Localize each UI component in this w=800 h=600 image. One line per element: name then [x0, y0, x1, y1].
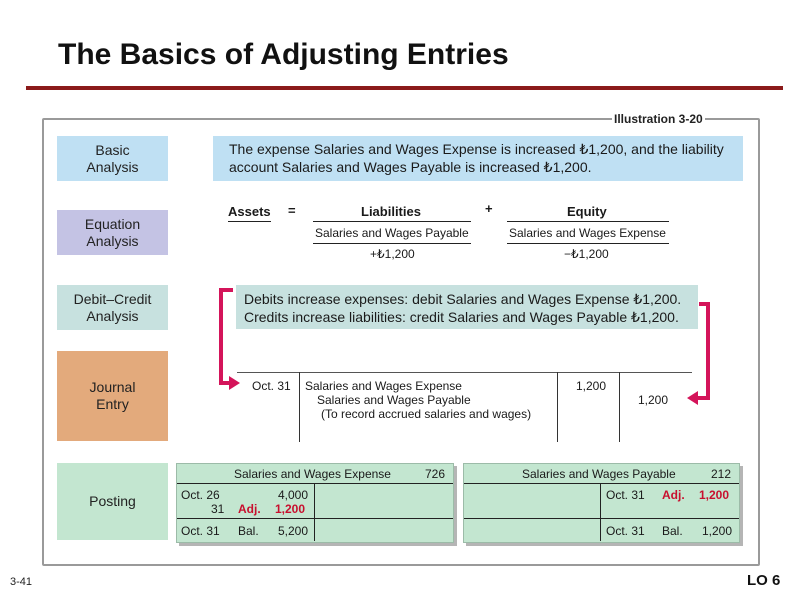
expense-row2-amount: 1,200 [275, 502, 306, 516]
equity-account-rule [507, 243, 669, 244]
payable-balance-amount: 1,200 [702, 524, 733, 538]
payable-account-number: 212 [711, 467, 732, 481]
equation-assets: Assets [228, 204, 271, 219]
payable-row-label: Adj. [662, 488, 685, 502]
equity-rule [507, 221, 669, 222]
debit-credit-analysis-label: Debit–Credit Analysis [57, 285, 168, 330]
journal-explanation: (To record accrued salaries and wages) [321, 407, 532, 421]
payable-balance-date: Oct. 31 [606, 524, 645, 538]
liabilities-rule [313, 221, 471, 222]
expense-balance-date: Oct. 31 [181, 524, 220, 538]
equation-equals: = [288, 203, 296, 218]
journal-debit-account: Salaries and Wages Expense [305, 379, 462, 393]
journal-debit-amount: 1,200 [576, 379, 607, 393]
payable-row-date: Oct. 31 [606, 488, 645, 502]
equation-equity: Equity [567, 204, 607, 219]
expense-account-name: Salaries and Wages Expense [234, 467, 391, 481]
journal-date: Oct. 31 [252, 379, 291, 393]
illustration-label: Illustration 3-20 [614, 112, 703, 126]
journal-credit-amount: 1,200 [638, 393, 669, 407]
left-arrowhead [229, 376, 240, 390]
liab-account: Salaries and Wages Payable [315, 226, 469, 240]
payable-balance-rule [464, 518, 739, 519]
assets-underline [228, 221, 271, 222]
liab-account-rule [313, 243, 471, 244]
expense-balance-amount: 5,200 [278, 524, 309, 538]
payable-balance-label: Bal. [662, 524, 683, 538]
journal-entry-label: Journal Entry [57, 351, 168, 441]
expense-row2-label: Adj. [238, 502, 261, 516]
journal-credit-account: Salaries and Wages Payable [317, 393, 471, 407]
equity-change: −₺1,200 [564, 247, 609, 261]
equation-liabilities: Liabilities [361, 204, 421, 219]
learning-objective: LO 6 [747, 572, 781, 589]
slide-title: The Basics of Adjusting Entries [58, 38, 509, 71]
liab-change: +₺1,200 [370, 247, 415, 261]
right-arrowhead [687, 391, 698, 405]
payable-header-rule [464, 483, 739, 484]
payable-account-name: Salaries and Wages Payable [522, 467, 676, 481]
payable-row-amount: 1,200 [699, 488, 730, 502]
expense-row1-date: Oct. 26 [181, 488, 220, 502]
right-arrow-line [698, 304, 708, 398]
expense-balance-rule [177, 518, 453, 519]
expense-balance-label: Bal. [238, 524, 259, 538]
expense-header-rule [177, 483, 453, 484]
journal-date-divider [299, 372, 300, 442]
expense-row2-day: 31 [211, 502, 225, 516]
basic-analysis-label: Basic Analysis [57, 136, 168, 181]
expense-account-number: 726 [425, 467, 446, 481]
equity-account: Salaries and Wages Expense [509, 226, 666, 240]
journal-top-rule [237, 372, 692, 373]
title-rule [26, 86, 783, 90]
page-number: 3-41 [10, 576, 33, 588]
basic-analysis-text: The expense Salaries and Wages Expense is increased ₺1,200, and the liability account Salaries and Wages Payable is increased ₺1,200. [213, 136, 743, 181]
expense-row1-amount: 4,000 [278, 488, 309, 502]
payable-t-divider [600, 483, 601, 541]
left-arrow-line [221, 290, 233, 383]
journal-account-divider [557, 372, 558, 442]
posting-label: Posting [57, 463, 168, 540]
debit-credit-text: Debits increase expenses: debit Salaries and Wages Expense ₺1,200. Credits increase liabilities: credit Salaries and Wages Payable ₺1,200. [236, 285, 698, 329]
equation-analysis-label: Equation Analysis [57, 210, 168, 255]
expense-t-divider [314, 483, 315, 541]
equation-plus: + [485, 201, 493, 216]
journal-debit-divider [619, 372, 620, 442]
